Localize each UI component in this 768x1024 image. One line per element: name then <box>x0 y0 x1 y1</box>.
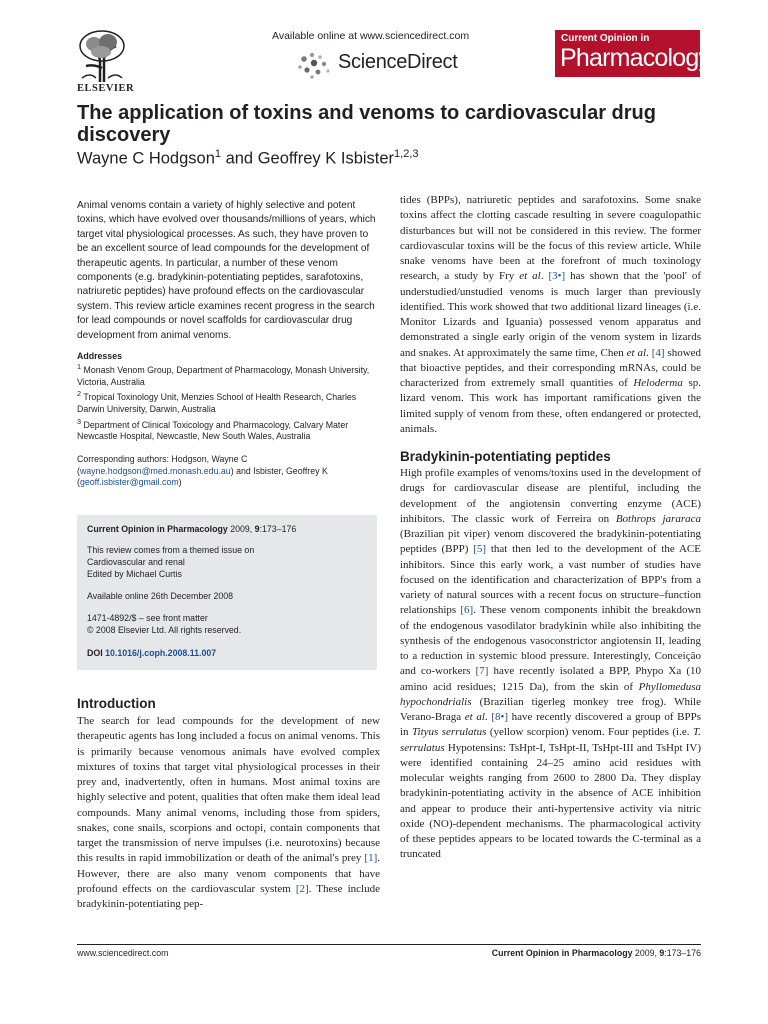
journal-badge-line1: Current Opinion in <box>561 33 650 44</box>
issn-line: 1471-4892/$ – see front matter <box>87 613 208 623</box>
author-2: Geoffrey K Isbister <box>257 149 395 168</box>
sciencedirect-wordmark: ScienceDirect <box>338 51 458 73</box>
footer-citation: Current Opinion in Pharmacology 2009, 9:173–176 <box>491 948 701 958</box>
article-info-box <box>77 515 377 670</box>
bpp-paragraph: High profile examples of venoms/toxins used in the development of drugs for cardiovascular disease are plentiful, including the development of the angiotensin converting enzyme (ACE) inhibitors. The classic work of Ferreira on Bothrops jararaca (Brazilian pit viper) venom discovered the bradykinin-potentiating peptides (BPP) [5] that then led to the development of the ACE inhibitors. Since this early work, a vast number of studies have focused on the identification and characterization of BPP's from a variety of natural sources with a recent focus on structure–function relationships [6]. These venom components inhibit the breakdown of the endogenous vasodilator bradykinin while also inhibiting the synthesis of the endogenous vasoconstrictor angiotensin II, leading to a reduction in systemic blood pressure. Interestingly, Conceição and co-workers [7] have recently isolated a BPP, Phypo Xa (10 amino acid residues; 1215 Da), from the skin of Phyllomedusa hypochondrialis (Brazilian tigerleg monkey tree frog). While Verano-Braga et al. [8•] have recently discovered a group of BPPs in Tityus serrulatus (yellow scorpion) venom. Four peptides (i.e. T. serrulatus Hypotensins: TsHpt-I, TsHpt-II, TsHpt-III and TsHpt IV) were identified containing 24–25 amino acid residues with molecular weights ranging from 2600 to 2800 Da. They display bradykinin-potentiating activity in the absence of ACE inhibition and appear to produce their anti-hypertensive activity via nitric oxide (NO)-dependent mechanisms. The pharmacological activity of these peptides appears to be located towards the C-terminal as a truncated <box>400 467 701 861</box>
front-matter-column <box>77 199 380 489</box>
themed-issue-line: This review comes from a themed issue on <box>87 545 255 555</box>
addresses-heading: Addresses <box>77 351 122 362</box>
copyright-line: © 2008 Elsevier Ltd. All rights reserved. <box>87 625 242 635</box>
doi-link[interactable]: 10.1016/j.coph.2008.11.007 <box>105 648 217 658</box>
ref-link-3[interactable]: [3•] <box>548 270 566 283</box>
journal-badge <box>555 30 711 77</box>
address-3: $^3$ Department of Clinical Toxicology and Pharmacology, Calvary Mater Newcastle Hospital, Newcastle, New South Wales, Australia <box>77 416 349 442</box>
themed-issue-section: Cardiovascular and renal <box>87 557 185 567</box>
journal-badge-line2: Pharmacology <box>560 44 711 72</box>
introduction-heading: Introduction <box>77 696 156 711</box>
address-1: $^1$ Monash Venom Group, Department of Pharmacology, Monash University, Victoria, Australia <box>77 362 370 387</box>
email-link-hodgson[interactable]: wayne.hodgson@med.monash.edu.au <box>79 465 231 476</box>
ref-link-8[interactable]: [8•] <box>491 711 508 723</box>
article-title: The application of toxins and venoms to cardiovascular drug discovery <box>77 102 656 146</box>
ref-link-2[interactable]: [2] <box>295 882 309 895</box>
author-1-affiliation: 1 <box>214 148 221 160</box>
available-date: Available online 26th December 2008 <box>87 591 234 601</box>
author-1: Wayne C Hodgson <box>77 149 215 168</box>
available-online-text: Available online at www.sciencedirect.com <box>272 30 470 42</box>
ref-link-4[interactable]: [4] <box>651 346 665 359</box>
ref-link-1[interactable]: [1] <box>364 852 378 865</box>
author-conjunction: and <box>221 149 258 168</box>
author-line <box>77 148 419 169</box>
address-2: $^2$ Tropical Toxinology Unit, Menzies School of Health Research, Charles Darwin University, Darwin, Australia <box>77 389 357 415</box>
author-2-affiliation: 1,2,3 <box>394 148 419 160</box>
abstract: Animal venoms contain a variety of highly selective and potent toxins, which have evolved over thousands/millions of years, which target vital physiological processes. As such, they have proven to be an excellent source of lead compounds for the development of therapeutic agents. In particular, a number of these venom components (e.g. bradykinin-potentiating peptides, sarafotoxins, natriuretic peptides) have profound effects on the cardiovascular system. This review article examines recent progress in the search for lead compounds or novel scaffolds for cardiovascular drug development from animal venoms. <box>77 200 376 341</box>
footer-divider <box>77 944 701 945</box>
elsevier-tree-logo <box>76 28 128 82</box>
email-link-isbister[interactable]: geoff.isbister@gmail.com <box>79 477 179 488</box>
introduction-paragraph: The search for lead compounds for the development of new therapeutic agents has long included a focus on animal venoms. This is primarily because venomous animals have evolved complex mixtures of toxins that target vital physiological processes in their prey and, inadvertently, often in humans. Most animal toxins are highly selective and potent, qualities that often make them ideal lead compounds. Many animal venoms, including those from spiders, snakes, cone snails, scorpions and octopi, contain components that target the transmission of nerve impulses (i.e. neurotoxins) because this results in rapid immobilization or death of the animal's prey [1]. However, there are also many venom components that have profound effects on the cardiovascular system [2]. These include bradykinin-potentiating pep- <box>77 715 380 910</box>
doi-line: DOI 10.1016/j.coph.2008.11.007 <box>87 648 217 658</box>
sciencedirect-dots-logo <box>292 51 336 79</box>
publisher-name: ELSEVIER <box>77 83 135 94</box>
intro-continued-paragraph: tides (BPPs), natriuretic peptides and sarafotoxins. Some snake toxins affect the clotting cascade resulting in severe coagulopathic disturbances but will not be considered in this review. The former cardiovascular toxins will be the focus of this review article. While snake venoms have been at the forefront of much toxinology research, a study by Fry et al. [3•] has shown that the 'pool' of understudied/unstudied venoms is much larger than previously identified. This work showed that two additional lizard lineages (i.e. Monitor Lizards and Iguania) possessed venom apparatus and demonstrated a single early origin of the venom system in lizards and snakes. At approximately the same time, Chen et al. [4] showed that bioactive peptides, and their corresponding mRNAs, could be characterized from extremely small quantities of Heloderma sp. lizard venom. This work has important ramifications given the limited supply of venom from these, often endangered or protected, animals. <box>400 194 702 435</box>
page-header <box>0 0 768 100</box>
footer-url[interactable]: www.sciencedirect.com <box>77 948 169 958</box>
bpp-section-heading: Bradykinin-potentiating peptides <box>400 449 611 464</box>
citation-line: Current Opinion in Pharmacology 2009, 9:173–176 <box>87 524 297 534</box>
editor-line: Edited by Michael Curtis <box>87 569 182 579</box>
ref-link-6[interactable]: [6] <box>460 604 474 617</box>
ref-link-5[interactable]: [5] <box>473 543 487 556</box>
body-right-column <box>400 193 701 863</box>
ref-link-7[interactable]: [7] <box>475 665 489 678</box>
corresponding-authors: Corresponding authors: Hodgson, Wayne C (wayne.hodgson@med.monash.edu.au) and Isbister, Geoffrey K (geoff.isbister@gmail.com) <box>77 454 328 488</box>
